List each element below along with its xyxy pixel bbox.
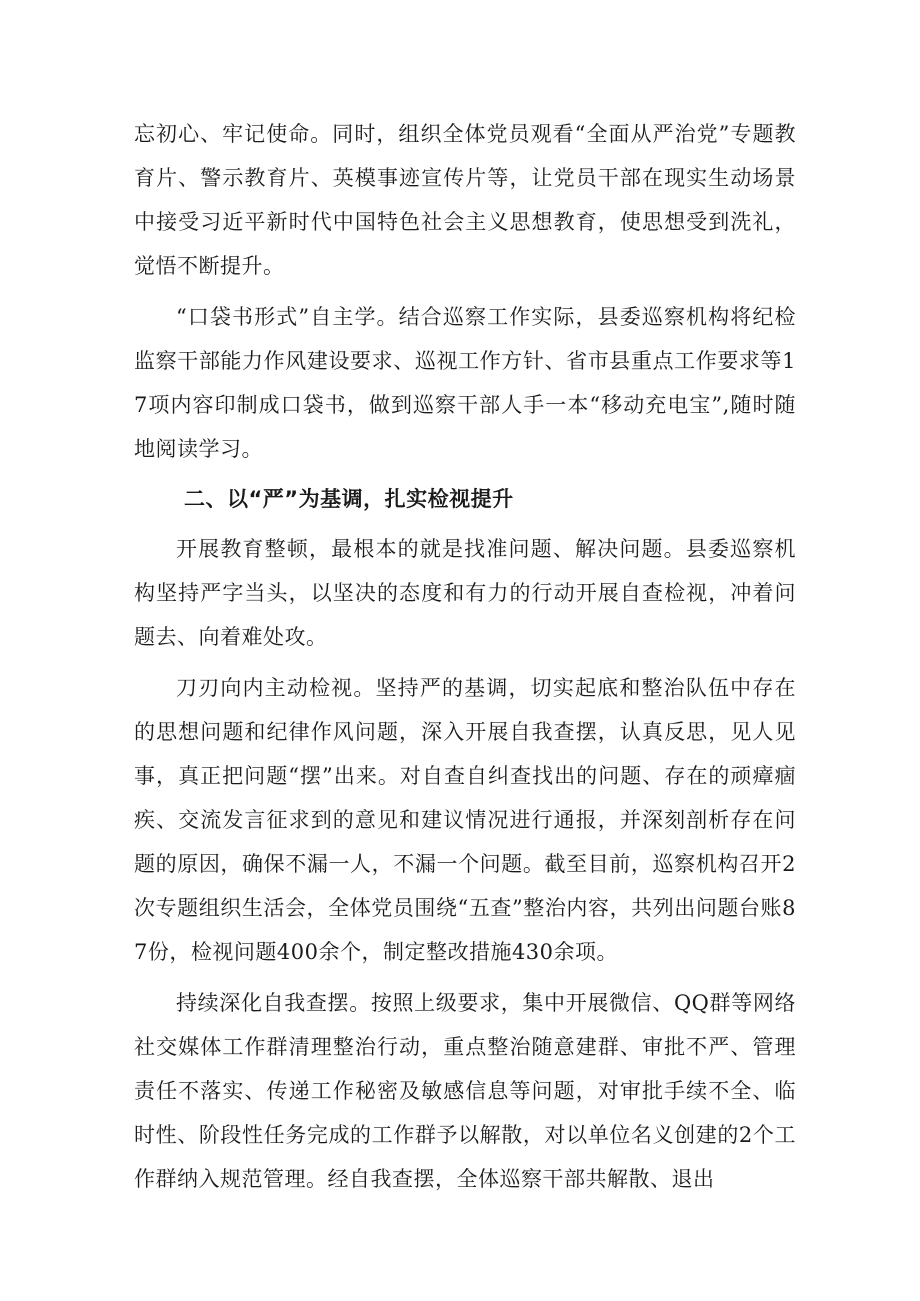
paragraph-continuation: 忘初心、牢记使命。同时，组织全体党员观看“全面从严治党”专题教育片、警示教育片、英模事迹宣传片等，让党员干部在现实生动场景中接受习近平新时代中国特色社会主义思想教育，使思想受到洗礼，觉悟不断提升。 [134, 122, 796, 278]
document-page [134, 112, 796, 1201]
paragraph-deepen-self-review: 持续深化自我查摆。按照上级要求，集中开展微信、QQ群等网络社交媒体工作群清理整治行动，重点整治随意建群、审批不严、管理责任不落实、传递工作秘密及敏感信息等问题，对审批手续不全、临时性、阶段性任务完成的工作群予以解散，对以单位名义创建的2个工作群纳入规范管理。经自我查摆，全体巡察干部共解散、退出 [134, 991, 796, 1191]
section-heading: 二、以“严”为基调，扎实检视提升 [184, 487, 514, 511]
paragraph-pocket-book: “口袋书形式”自主学。结合巡察工作实际，县委巡察机构将纪检监察干部能力作风建设要求、巡视工作方针、省市县重点工作要求等17项内容印制成口袋书，做到巡察干部人手一本“移动充电宝”,随时随地阅读学习。 [134, 305, 796, 461]
paragraph-education-rectification: 开展教育整顿，最根本的就是找准问题、解决问题。县委巡察机构坚持严字当头，以坚决的态度和有力的行动开展自查检视，冲着问题去、向着难处攻。 [134, 537, 796, 649]
paragraph-self-inspection: 刀刃向内主动检视。坚持严的基调，切实起底和整治队伍中存在的思想问题和纪律作风问题，深入开展自我查摆，认真反思，见人见事，真正把问题“摆”出来。对自查自纠查找出的问题、存在的顽瘴痼疾、交流发言征求到的意见和建议情况进行通报，并深刻剖析存在问题的原因，确保不漏一人，不漏一个问题。截至目前，巡察机构召开2次专题组织生活会，全体党员围绕“五查”整治内容，共列出问题台账87份，检视问题400余个，制定整改措施430余项。 [134, 676, 796, 964]
